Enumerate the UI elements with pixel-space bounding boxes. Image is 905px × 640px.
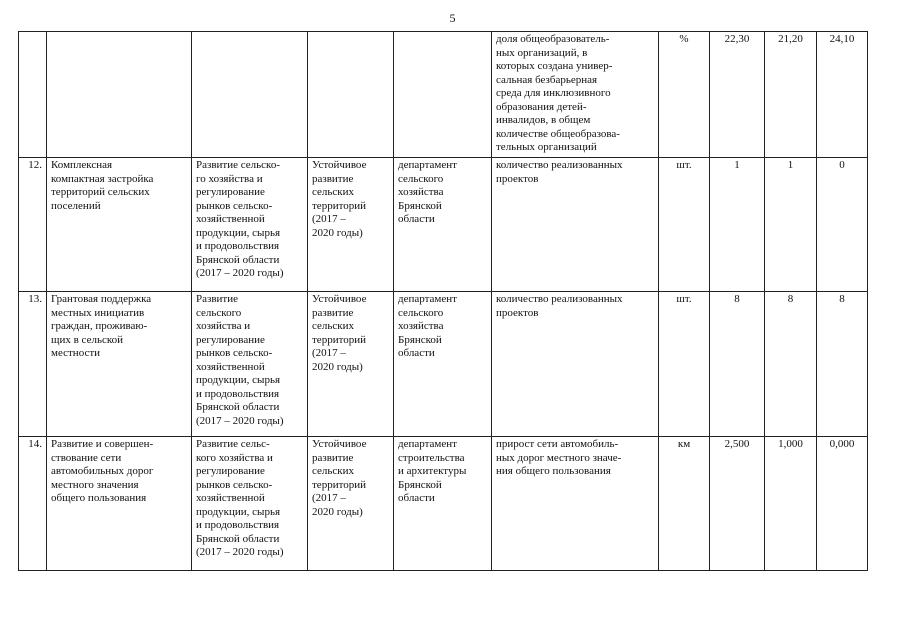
program-name: Устойчивое развитие сельских территорий (2017 – 2020 годы) (308, 292, 394, 437)
subprogram-name: Развитие сельс- кого хозяйства и регулирование рынков сельско- хозяйственной продукции, сырья и продовольствия Брянской области (2017 – 2020 годы) (192, 437, 308, 571)
unit-of-measure: км (659, 437, 710, 571)
program-name: Устойчивое развитие сельских территорий (2017 – 2020 годы) (308, 158, 394, 292)
responsible-executor: департамент строительства и архитектуры Брянской области (394, 437, 492, 571)
page-number: 5 (449, 11, 456, 25)
value-year-2: 1 (765, 158, 817, 292)
value-year-3: 0 (817, 158, 868, 292)
table-row (19, 437, 868, 571)
value-year-1: 1 (710, 158, 765, 292)
table-row (19, 158, 868, 292)
indicator-name: прирост сети автомобиль- ных дорог местного значе- ния общего пользования (492, 437, 659, 571)
subprogram-name (192, 32, 308, 158)
indicator-name: доля общеобразователь- ных организаций, в которых создана универ- сальная безбарьерная среда для инклюзивного образования детей- инвалидов, в общем количестве общеобразова- тельных организаций (492, 32, 659, 158)
value-year-1: 22,30 (710, 32, 765, 158)
row-number (19, 32, 47, 158)
value-year-3: 24,10 (817, 32, 868, 158)
row-number: 14. (19, 437, 47, 571)
responsible-executor (394, 32, 492, 158)
indicator-name: количество реализованных проектов (492, 158, 659, 292)
responsible-executor: департамент сельского хозяйства Брянской области (394, 158, 492, 292)
value-year-3: 0,000 (817, 437, 868, 571)
value-year-2: 8 (765, 292, 817, 437)
value-year-1: 8 (710, 292, 765, 437)
row-number: 13. (19, 292, 47, 437)
table-row (19, 32, 868, 158)
measure-name: Развитие и совершен- ствование сети автомобильных дорог местного значения общего пользования (47, 437, 192, 571)
responsible-executor: департамент сельского хозяйства Брянской области (394, 292, 492, 437)
table-row (19, 292, 868, 437)
indicator-name: количество реализованных проектов (492, 292, 659, 437)
program-table (18, 31, 868, 571)
unit-of-measure: шт. (659, 292, 710, 437)
measure-name: Грантовая поддержка местных инициатив граждан, проживаю- щих в сельской местности (47, 292, 192, 437)
measure-name: Комплексная компактная застройка территорий сельских поселений (47, 158, 192, 292)
value-year-2: 1,000 (765, 437, 817, 571)
subprogram-name: Развитие сельско- го хозяйства и регулирование рынков сельско- хозяйственной продукции, сырья и продовольствия Брянской области (2017 – 2020 годы) (192, 158, 308, 292)
measure-name (47, 32, 192, 158)
value-year-1: 2,500 (710, 437, 765, 571)
row-number: 12. (19, 158, 47, 292)
program-name: Устойчивое развитие сельских территорий (2017 – 2020 годы) (308, 437, 394, 571)
unit-of-measure: % (659, 32, 710, 158)
unit-of-measure: шт. (659, 158, 710, 292)
value-year-3: 8 (817, 292, 868, 437)
program-name (308, 32, 394, 158)
value-year-2: 21,20 (765, 32, 817, 158)
subprogram-name: Развитие сельского хозяйства и регулирование рынков сельско- хозяйственной продукции, сырья и продовольствия Брянской области (2017 – 2020 годы) (192, 292, 308, 437)
